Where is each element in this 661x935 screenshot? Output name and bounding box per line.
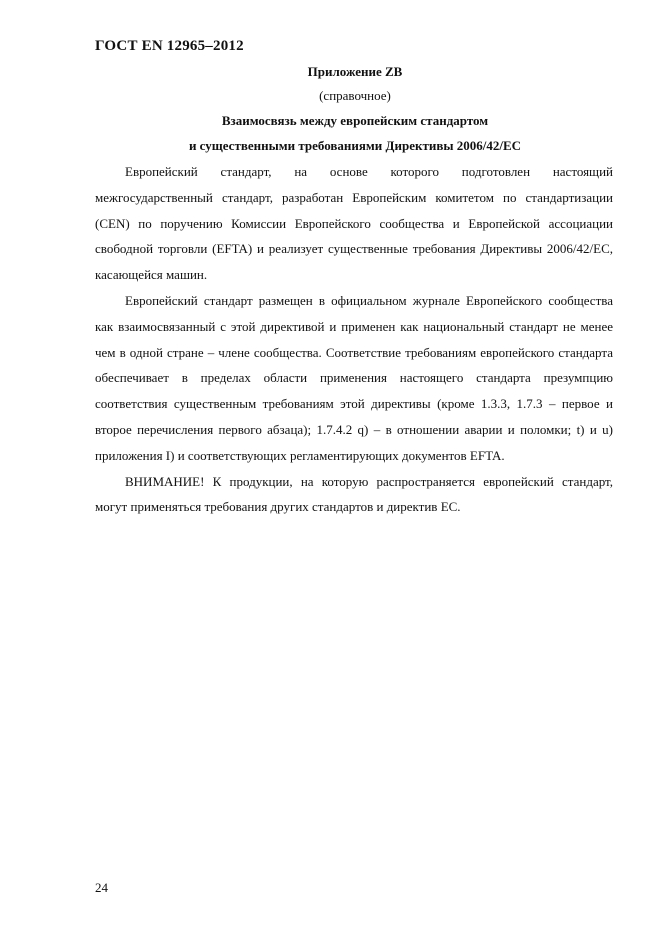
annex-type: (справочное) [319, 88, 391, 103]
page-number: 24 [95, 880, 108, 895]
paragraph-2: Европейский стандарт размещен в официальном журнале Европейского сообщества как взаимосвязанный с этой директивой и применен как национальный стандарт не менее чем в одной стране – члене сообщества. Соответствие требованиям европейского стандарта обеспечивает в пределах области применения настоящего стандарта презумпцию соответствия существенным требованиям этой директивы (кроме 1.3.3, 1.7.3 – первое и второе перечисления первого абзаца); 1.7.4.2 q) – в отношении аварии и поломки; t) и u) приложения I) и соответствующих регламентирующих документов EFTA. [95, 292, 613, 463]
paragraph-1: Европейский стандарт, на основе которого подготовлен настоящий межгосударственный стандарт, разработан Европейским комитетом по стандартизации (CEN) по поручению Комиссии Европейского сообщества и Европейской ассоциации свободной торговли (EFTA) и реализует существенные требования Директивы 2006/42/ЕС, касающейся машин. [95, 164, 613, 283]
annex-body [95, 159, 613, 520]
annex-name: Приложение ZB [307, 64, 403, 79]
standard-header: ГОСТ EN 12965–2012 [95, 38, 244, 54]
paragraph-3: ВНИМАНИЕ! К продукции, на которую распространяется европейский стандарт, могут применяться требования других стандартов и директив ЕС. [95, 473, 613, 515]
annex-heading-line-1: Взаимосвязь между европейским стандартом [221, 113, 489, 128]
annex-heading-line-2: и существенными требованиями Директивы 2006/42/ЕС [188, 138, 522, 153]
